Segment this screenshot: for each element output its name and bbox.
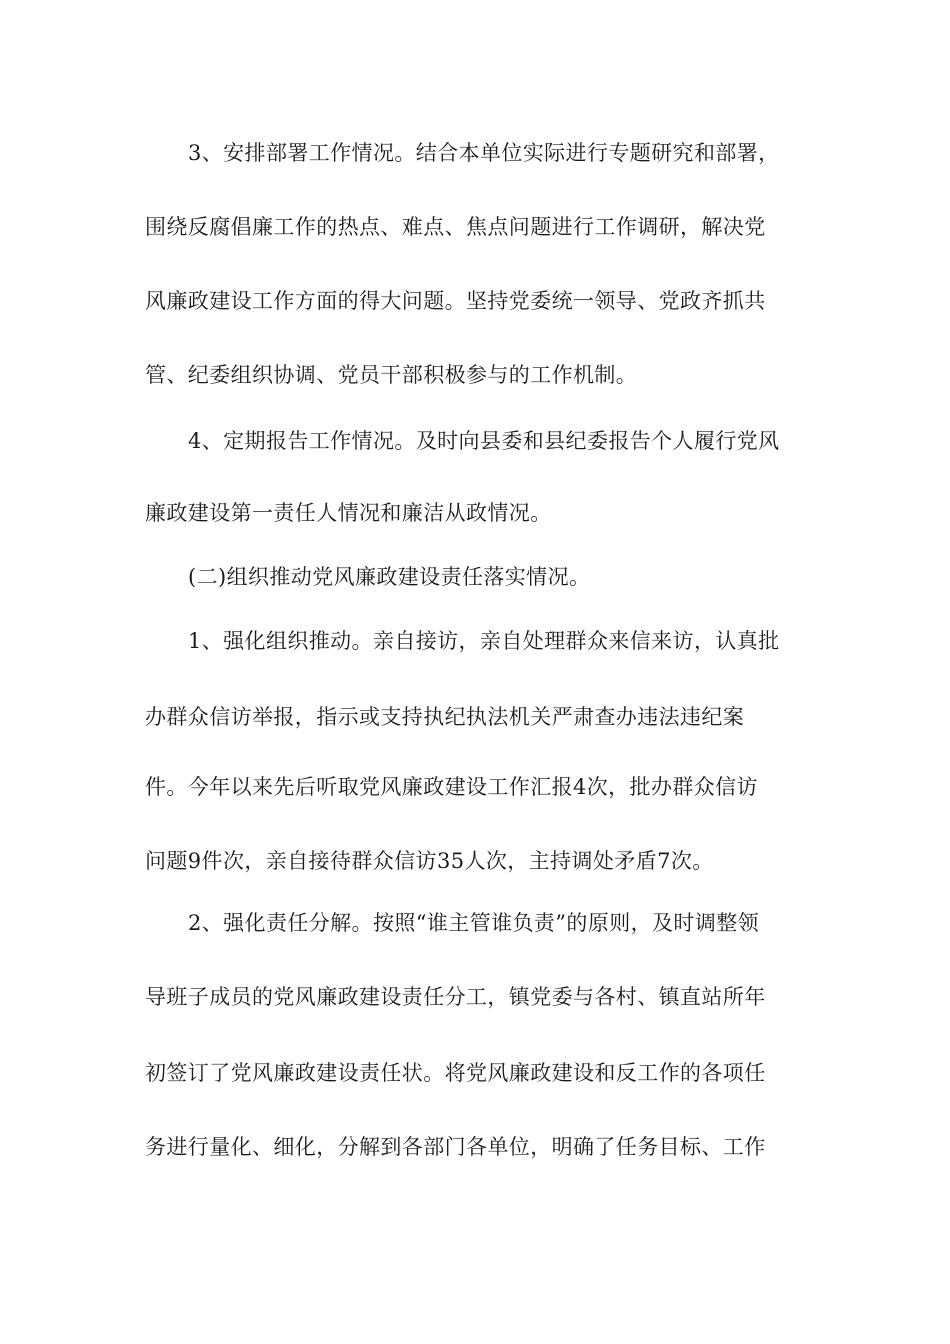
paragraph-line: 廉政建设第一责任人情况和廉洁从政情况。 <box>145 501 552 525</box>
paragraph-line: 办群众信访举报，指示或支持执纪执法机关严肃查办违法违纪案 <box>145 705 745 729</box>
paragraph-line: 2、强化责任分解。按照“谁主管谁负责”的原则，及时调整领 <box>188 911 760 935</box>
section-heading: (二)组织推动党风廉政建设责任落实情况。 <box>188 565 591 589</box>
paragraph-line: 务进行量化、细化，分解到各部门各单位，明确了任务目标、工作 <box>145 1135 766 1159</box>
paragraph-line: 管、纪委组织协调、党员干部积极参与的工作机制。 <box>145 363 638 387</box>
paragraph-line: 导班子成员的党风廉政建设责任分工，镇党委与各村、镇直站所年 <box>145 985 766 1009</box>
paragraph-line: 1、强化组织推动。亲自接访，亲自处理群众来信来访，认真批 <box>188 629 780 653</box>
paragraph-line: 初签订了党风廉政建设责任状。将党风廉政建设和反工作的各项任 <box>145 1061 766 1085</box>
paragraph-line: 围绕反腐倡廉工作的热点、难点、焦点问题进行工作调研，解决党 <box>145 215 766 239</box>
paragraph-line: 4、定期报告工作情况。及时向县委和县纪委报告个人履行党风 <box>188 429 780 453</box>
paragraph-line: 风廉政建设工作方面的得大问题。坚持党委统一领导、党政齐抓共 <box>145 289 766 313</box>
paragraph-line: 件。今年以来先后听取党风廉政建设工作汇报4次，批办群众信访 <box>145 775 758 799</box>
paragraph-line: 3、安排部署工作情况。结合本单位实际进行专题研究和部署， <box>188 141 780 165</box>
paragraph-line: 问题9件次，亲自接待群众信访35人次，主持调处矛盾7次。 <box>145 849 714 873</box>
